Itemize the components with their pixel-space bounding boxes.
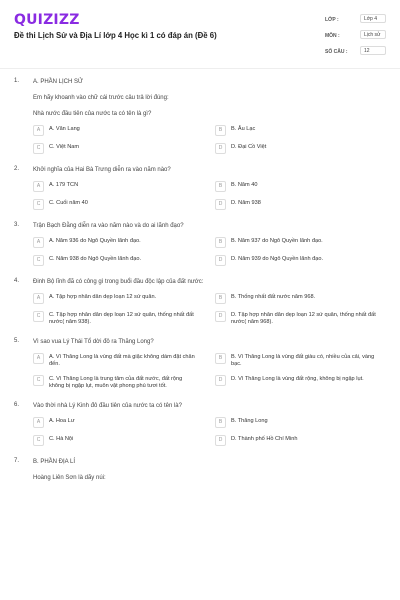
option-text: D. Năm 939 do Ngô Quyền lãnh đạo. — [231, 256, 324, 262]
option-letter-box: B — [215, 353, 226, 364]
answer-option-b[interactable] — [215, 417, 388, 428]
option-letter-box: A — [33, 125, 44, 136]
header-divider — [0, 68, 400, 69]
answer-options — [33, 181, 388, 210]
option-letter-box: A — [33, 237, 44, 248]
option-text: C. Việt Nam — [49, 144, 80, 150]
option-text: B. Thống nhất đất nước năm 968. — [231, 294, 316, 300]
question-number: 4. — [14, 278, 20, 284]
question-text: Vào thời nhà Lý Kinh đô đầu tiên của nước ta có tên là? — [33, 403, 182, 409]
answer-option-d[interactable] — [215, 199, 388, 210]
option-letter-box: D — [215, 311, 226, 322]
answer-options — [33, 125, 388, 154]
answer-option-a[interactable] — [33, 353, 215, 368]
question-number: 1. — [14, 78, 20, 84]
question-text: Khởi nghĩa của Hai Bà Trưng diễn ra vào năm nào? — [33, 167, 171, 173]
question-4 — [0, 278, 400, 326]
answer-option-d[interactable] — [215, 255, 388, 266]
option-text: A. Năm 936 do Ngô Quyền lãnh đạo. — [49, 238, 141, 244]
option-letter-box: D — [215, 143, 226, 154]
option-text: C. Năm 938 do Ngô Quyền lãnh đạo. — [49, 256, 142, 262]
option-text: D. Tập hợp nhân dân dẹp loạn 12 sứ quân, thống nhất đất nước( năm 968). — [231, 312, 376, 325]
answer-option-b[interactable] — [215, 353, 388, 368]
answer-option-c[interactable] — [33, 435, 215, 446]
question-subtext: Em hãy khoanh vào chữ cái trước câu trả lời đúng: — [33, 95, 169, 101]
question-5 — [0, 338, 400, 390]
answer-options — [33, 293, 388, 326]
question-3 — [0, 222, 400, 266]
option-letter-box: C — [33, 435, 44, 446]
option-letter-box: D — [215, 255, 226, 266]
question-number: 2. — [14, 166, 20, 172]
option-text: D. Đại Cồ Việt — [231, 144, 267, 150]
question-count-label: SỐ CÂU : — [325, 49, 348, 55]
answer-option-c[interactable] — [33, 143, 215, 154]
option-letter-box: A — [33, 293, 44, 304]
option-text: A. 179 TCN — [49, 182, 79, 188]
option-text: C. Tập hợp nhân dân dẹp loạn 12 sứ quân, thống nhất đất nước( năm 938). — [49, 312, 194, 325]
question-list — [0, 78, 400, 494]
answer-option-c[interactable] — [33, 375, 215, 390]
answer-option-b[interactable] — [215, 125, 388, 136]
option-text: A. Vì Thăng Long là vùng đất mà giặc không dám đặt chân đến. — [49, 354, 195, 367]
option-letter-box: D — [215, 435, 226, 446]
question-text: A. PHẦN LỊCH SỬ — [33, 79, 84, 85]
question-number: 5. — [14, 338, 20, 344]
answer-option-a[interactable] — [33, 417, 215, 428]
option-text: B. Thăng Long — [231, 418, 268, 424]
option-letter-box: D — [215, 199, 226, 210]
worksheet-title: Đề thi Lịch Sử và Địa Lí lớp 4 Học kì 1 có đáp án (Đề 6) — [14, 31, 217, 40]
answer-option-d[interactable] — [215, 143, 388, 154]
question-7 — [0, 458, 400, 482]
question-6 — [0, 402, 400, 446]
option-text: A. Hoa Lư — [49, 418, 75, 424]
option-text: C. Vì Thăng Long là trung tâm của đất nước, đất rộng không bị ngập lụt, muôn vật phong phú tươi tốt. — [49, 376, 183, 389]
answer-options — [33, 417, 388, 446]
option-letter-box: C — [33, 199, 44, 210]
answer-options — [33, 353, 388, 390]
option-letter-box: C — [33, 311, 44, 322]
option-text: D. Thành phố Hồ Chí Minh — [231, 436, 298, 442]
answer-option-b[interactable] — [215, 293, 388, 304]
answer-option-c[interactable] — [33, 255, 215, 266]
option-text: B. Năm 937 do Ngô Quyền lãnh đạo. — [231, 238, 323, 244]
grade-value: Lớp 4 — [360, 14, 386, 23]
answer-option-a[interactable] — [33, 237, 215, 248]
answer-option-c[interactable] — [33, 311, 215, 326]
grade-label: LỚP : — [325, 17, 339, 23]
answer-option-a[interactable] — [33, 293, 215, 304]
answer-option-b[interactable] — [215, 237, 388, 248]
answer-option-d[interactable] — [215, 375, 388, 390]
option-text: C. Cuối năm 40 — [49, 200, 88, 206]
subject-value: Lịch sử — [360, 30, 386, 39]
question-count-value: 12 — [360, 46, 386, 55]
option-letter-box: A — [33, 417, 44, 428]
option-letter-box: B — [215, 125, 226, 136]
option-text: D. Năm 938 — [231, 200, 261, 206]
option-letter-box: B — [215, 293, 226, 304]
quizizz-logo: QUIZIZZ — [14, 12, 80, 28]
answer-option-b[interactable] — [215, 181, 388, 192]
question-text: Vì sao vua Lý Thái Tổ dời đô ra Thăng Long? — [33, 339, 154, 345]
question-1 — [0, 78, 400, 154]
answer-option-a[interactable] — [33, 125, 215, 136]
question-text: B. PHẦN ĐỊA LÍ — [33, 459, 76, 465]
option-text: B. Năm 40 — [231, 182, 258, 188]
question-text: Đinh Bộ lĩnh đã có công gì trong buổi đầu độc lập của đất nước: — [33, 279, 204, 285]
question-subtext: Nhà nước đầu tiên của nước ta có tên là gì? — [33, 111, 152, 117]
option-text: B. Âu Lạc — [231, 126, 256, 132]
option-letter-box: D — [215, 375, 226, 386]
worksheet-header — [0, 0, 400, 66]
option-letter-box: B — [215, 417, 226, 428]
answer-option-d[interactable] — [215, 435, 388, 446]
question-subtext: Hoàng Liên Sơn là dãy núi: — [33, 475, 106, 481]
subject-label: MÔN : — [325, 33, 340, 39]
option-letter-box: A — [33, 353, 44, 364]
option-letter-box: B — [215, 237, 226, 248]
option-letter-box: C — [33, 255, 44, 266]
option-letter-box: A — [33, 181, 44, 192]
answer-option-c[interactable] — [33, 199, 215, 210]
option-letter-box: C — [33, 375, 44, 386]
option-letter-box: B — [215, 181, 226, 192]
option-text: A. Tập hợp nhân dân dẹp loạn 12 sứ quân. — [49, 294, 157, 300]
question-text: Trận Bạch Đằng diễn ra vào năm nào và do ai lãnh đạo? — [33, 223, 184, 229]
question-2 — [0, 166, 400, 210]
question-number: 6. — [14, 402, 20, 408]
question-number: 7. — [14, 458, 20, 464]
option-letter-box: C — [33, 143, 44, 154]
option-text: D. Vì Thăng Long là vùng đất rộng, không bị ngập lụt. — [231, 376, 364, 382]
question-number: 3. — [14, 222, 20, 228]
answer-options — [33, 237, 388, 266]
option-text: C. Hà Nội — [49, 436, 74, 442]
answer-option-a[interactable] — [33, 181, 215, 192]
answer-option-d[interactable] — [215, 311, 388, 326]
option-text: A. Văn Lang — [49, 126, 80, 132]
option-text: B. Vì Thăng Long là vùng đất giàu có, nhiều của cải, vàng bạc. — [231, 354, 375, 367]
